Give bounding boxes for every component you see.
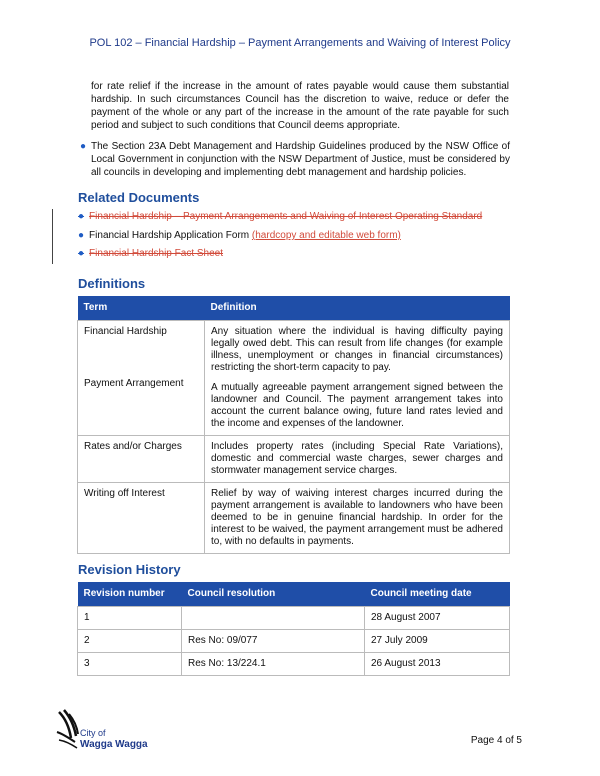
term-cell: Writing off Interest (78, 483, 205, 554)
term-cell: Rates and/or Charges (78, 436, 205, 483)
logo-city-of: City of (80, 728, 106, 738)
bullet-icon: ● (78, 230, 85, 241)
table-row (78, 436, 510, 483)
meeting-date-cell: 26 August 2013 (365, 653, 510, 676)
meeting-date-cell: 27 July 2009 (365, 630, 510, 653)
revision-history-heading: Revision History (78, 562, 181, 577)
definition-cell: Includes property rates (including Special Rate Variations), domestic and commercial waste charges, sewer charges and stormwater management service charges. (205, 436, 510, 483)
definitions-table (77, 296, 510, 554)
table-row (78, 321, 510, 436)
table-row (78, 653, 510, 676)
resolution-cell: Res No: 09/077 (182, 630, 365, 653)
column-header-term: Term (78, 296, 205, 321)
definition-payment-arrangement: A mutually agreeable payment arrangement signed between the landowner and Council. The payment arrangement takes into account the current balance owing, future land rates levied and the income and expenses of the landowner. (211, 382, 503, 429)
column-header-meeting-date: Council meeting date (365, 582, 510, 607)
table-row (78, 483, 510, 554)
section23a-text: The Section 23A Debt Management and Hardship Guidelines produced by the NSW Office of Local Government in conjunction with the NSW Department of Justice, must be considered by all councils in developing and implementing debt management and hardship policies. (91, 141, 510, 178)
term-financial-hardship: Financial Hardship (84, 326, 167, 337)
definition-cell (205, 321, 510, 436)
revision-number-cell: 1 (78, 607, 182, 630)
definitions-heading: Definitions (78, 276, 146, 291)
column-header-council-resolution: Council resolution (182, 582, 365, 607)
resolution-cell (182, 607, 365, 630)
revision-number-cell: 3 (78, 653, 182, 676)
related-doc-item-3[interactable] (78, 247, 223, 260)
related-doc-2-link[interactable]: (hardcopy and editable web form) (251, 230, 401, 241)
revision-history-table (77, 582, 510, 676)
related-doc-1-label: Financial Hardship – Payment Arrangements and Waiving of Interest Operating Standard (89, 211, 483, 222)
revision-number-cell: 2 (78, 630, 182, 653)
resolution-cell: Res No: 13/224.1 (182, 653, 365, 676)
section23a-bullet (80, 140, 510, 179)
column-header-revision-number: Revision number (78, 582, 182, 607)
related-documents-heading: Related Documents (78, 190, 200, 205)
bullet-icon: ● (78, 248, 85, 259)
page-number: Page 4 of 5 (470, 735, 522, 746)
bullet-icon: ● (80, 141, 87, 152)
related-doc-3-label: Financial Hardship Fact Sheet (89, 248, 224, 259)
column-header-definition: Definition (205, 296, 510, 321)
related-doc-item-2[interactable] (78, 229, 401, 242)
document-header-title: POL 102 – Financial Hardship – Payment Arrangements and Waiving of Interest Policy (89, 37, 511, 49)
definitions-header-row (78, 296, 510, 321)
related-doc-2-label: Financial Hardship Application Form (89, 230, 250, 241)
table-row (78, 607, 510, 630)
change-bar (52, 209, 53, 264)
revision-header-row (78, 582, 510, 607)
definition-cell: Relief by way of waiving interest charges incurred during the payment arrangement is available to landowners who have been deemed to be in genuine financial hardship. In order for the interest to be waived, the payment arrangement must be adhered to, with no defaults in payments. (205, 483, 510, 554)
bullet-icon: ● (78, 211, 85, 222)
table-row (78, 630, 510, 653)
related-doc-item-1[interactable] (78, 210, 482, 223)
term-payment-arrangement: Payment Arrangement (84, 378, 184, 389)
logo-wagga-wagga: Wagga Wagga (80, 739, 148, 750)
term-cell (78, 321, 205, 436)
meeting-date-cell: 28 August 2007 (365, 607, 510, 630)
definition-financial-hardship: Any situation where the individual is having difficulty paying legally owed debt. This can result from life changes (for example illness, unemployment or changes in financial circumstances) restricting the short-term capacity to pay. (211, 326, 503, 373)
intro-paragraph: for rate relief if the increase in the amount of rates payable would cause them substantial hardship. In such circumstances Council has the discretion to waive, reduce or defer the payment of the whole or any part of the increase in the amount of the rate payable for such period and subject to such conditions that Council deems appropriate. (91, 81, 509, 131)
